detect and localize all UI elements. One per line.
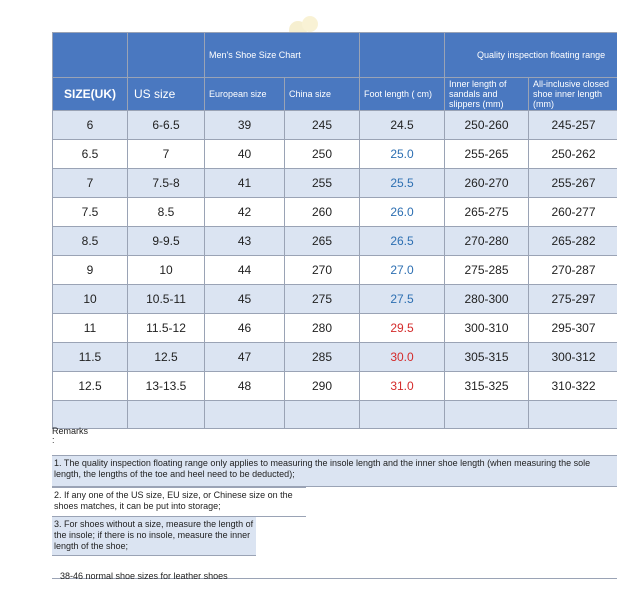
table-row [53,227,617,256]
cell-uk: 7.5 [53,198,128,227]
cell-closed: 275-297 [529,285,617,314]
cell-uk: 7 [53,169,128,198]
range-title: Quality inspection floating range [445,33,617,78]
table-row [53,285,617,314]
shoe-size-table [52,32,617,429]
remarks-title: Remarks : [52,426,89,445]
remark-item-2: 2. If any one of the US size, EU size, or Chinese size on the shoes matches, it can be put into storage; [52,487,306,517]
table-row [53,343,617,372]
cell-uk: 12.5 [53,372,128,401]
cell-uk: 9 [53,256,128,285]
cell-eu: 41 [205,169,285,198]
cell-uk: 11.5 [53,343,128,372]
remark-item-3: 3. For shoes without a size, measure the length of the insole; if there is no insole, measure the inner length of the shoe; [52,517,256,556]
cell-cn: 245 [285,111,360,140]
header-row-columns [53,78,617,111]
table-row [53,314,617,343]
chart-title: Men's Shoe Size Chart [205,33,360,78]
cell-closed: 310-322 [529,372,617,401]
col-header-eu: European size [205,78,285,111]
cell-cn: 270 [285,256,360,285]
cell-us: 6-6.5 [128,111,205,140]
cell-foot: 24.5 [360,111,445,140]
cell-cn: 280 [285,314,360,343]
cell-uk: 6 [53,111,128,140]
cell-cn: 290 [285,372,360,401]
cell-sandal: 250-260 [445,111,529,140]
table-row [53,111,617,140]
cell-us: 8.5 [128,198,205,227]
cell-cn: 250 [285,140,360,169]
cell-us: 10.5-11 [128,285,205,314]
cell-sandal: 300-310 [445,314,529,343]
cell-eu: 42 [205,198,285,227]
cell-sandal: 265-275 [445,198,529,227]
cell-cn: 275 [285,285,360,314]
cell-sandal: 255-265 [445,140,529,169]
cell-closed: 250-262 [529,140,617,169]
table-row [53,256,617,285]
cell-eu: 40 [205,140,285,169]
cell-us: 10 [128,256,205,285]
cell-cn: 255 [285,169,360,198]
cell-eu: 46 [205,314,285,343]
cell-sandal: 260-270 [445,169,529,198]
cell-sandal: 280-300 [445,285,529,314]
cell-uk: 11 [53,314,128,343]
cell-foot: 27.0 [360,256,445,285]
cell-uk: 8.5 [53,227,128,256]
cell-closed: 300-312 [529,343,617,372]
cell-sandal: 315-325 [445,372,529,401]
cell-us: 12.5 [128,343,205,372]
table-row [53,169,617,198]
cell-cn: 285 [285,343,360,372]
col-header-sandal: Inner length of sandals and slippers (mm) [445,78,529,111]
cell-closed: 270-287 [529,256,617,285]
col-header-cn: China size [285,78,360,111]
cell-uk: 10 [53,285,128,314]
cell-foot: 27.5 [360,285,445,314]
cell-us: 9-9.5 [128,227,205,256]
cell-foot: 26.0 [360,198,445,227]
cell-sandal: 305-315 [445,343,529,372]
cell-closed: 255-267 [529,169,617,198]
col-header-foot: Foot length ( cm) [360,78,445,111]
cell-eu: 48 [205,372,285,401]
cell-closed: 260-277 [529,198,617,227]
cell-us: 7.5-8 [128,169,205,198]
cell-cn: 260 [285,198,360,227]
cell-uk: 6.5 [53,140,128,169]
cell-foot: 26.5 [360,227,445,256]
table-row [53,372,617,401]
cell-us: 7 [128,140,205,169]
cell-foot: 25.0 [360,140,445,169]
shoe-size-table-wrapper [52,32,617,429]
cell-cn: 265 [285,227,360,256]
remark-item-1: 1. The quality inspection floating range only applies to measuring the insole length and the inner shoe length (when measuring the sole length, the lengths of the toe and heel need to be deducted); [52,455,617,487]
cell-foot: 25.5 [360,169,445,198]
cell-sandal: 275-285 [445,256,529,285]
header-row-top [53,33,617,78]
remarks-section [52,424,617,579]
cell-closed: 245-257 [529,111,617,140]
table-row [53,140,617,169]
cell-eu: 45 [205,285,285,314]
cell-us: 13-13.5 [128,372,205,401]
col-header-us: US size [128,78,205,111]
footnote: 38-46 normal shoe sizes for leather shoes [60,571,228,581]
cell-closed: 295-307 [529,314,617,343]
cell-foot: 29.5 [360,314,445,343]
cell-foot: 31.0 [360,372,445,401]
cell-eu: 44 [205,256,285,285]
table-row [53,198,617,227]
cell-closed: 265-282 [529,227,617,256]
cell-us: 11.5-12 [128,314,205,343]
cell-eu: 47 [205,343,285,372]
cell-sandal: 270-280 [445,227,529,256]
cell-eu: 43 [205,227,285,256]
col-header-closed: All-inclusive closed shoe inner length (mm) [529,78,617,111]
col-header-uk: SIZE(UK) [53,78,128,111]
cell-eu: 39 [205,111,285,140]
cell-foot: 30.0 [360,343,445,372]
